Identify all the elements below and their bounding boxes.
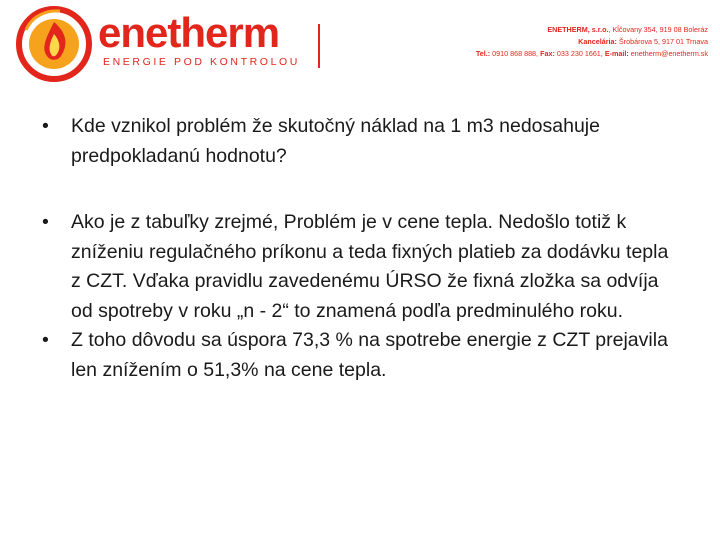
header-divider [318,24,320,68]
bullet-text: Ako je z tabuľky zrejmé, Problém je v cene tepla. Nedošlo totiž k zníženiu regulačného príkonu a teda fixných platieb za dodávku tepla z CZT. Vďaka pravidlu zavedenému ÚRSO že fixná zložka sa odvíja od spotreby v roku „n - 2“ to znamená podľa predminulého roku. [71,211,669,322]
logo-tagline: ENERGIE POD KONTROLOU [103,56,300,68]
bullet-item [38,208,678,326]
bullet-dot-icon: • [42,115,49,137]
logo-wordmark: enetherm [98,9,280,56]
enetherm-logo-icon [14,4,96,82]
slide-body [38,112,678,385]
bullet-dot-icon: • [42,329,49,351]
bullet-item [38,112,678,171]
contact-line-address: ENETHERM, s.r.o., Kĺčovany 354, 919 08 Boleráz [547,25,708,34]
bullet-text: Z toho dôvodu sa úspora 73,3 % na spotrebe energie z CZT prejavila len znížením o 51,3% na cene tepla. [71,329,668,381]
bullet-item [38,326,678,385]
bullet-dot-icon: • [42,211,49,233]
slide-header [0,0,720,80]
company-contact [476,24,708,60]
bullet-text: Kde vznikol problém že skutočný náklad na 1 m3 nedosahuje predpokladanú hodnotu? [71,115,600,167]
contact-line-office: Kancelária: Šrobárova 5, 917 01 Trnava [578,37,708,46]
contact-line-phone-email: Tel.: 0910 868 888, Fax: 033 230 1661, E-mail: enetherm@enetherm.sk [475,49,708,58]
